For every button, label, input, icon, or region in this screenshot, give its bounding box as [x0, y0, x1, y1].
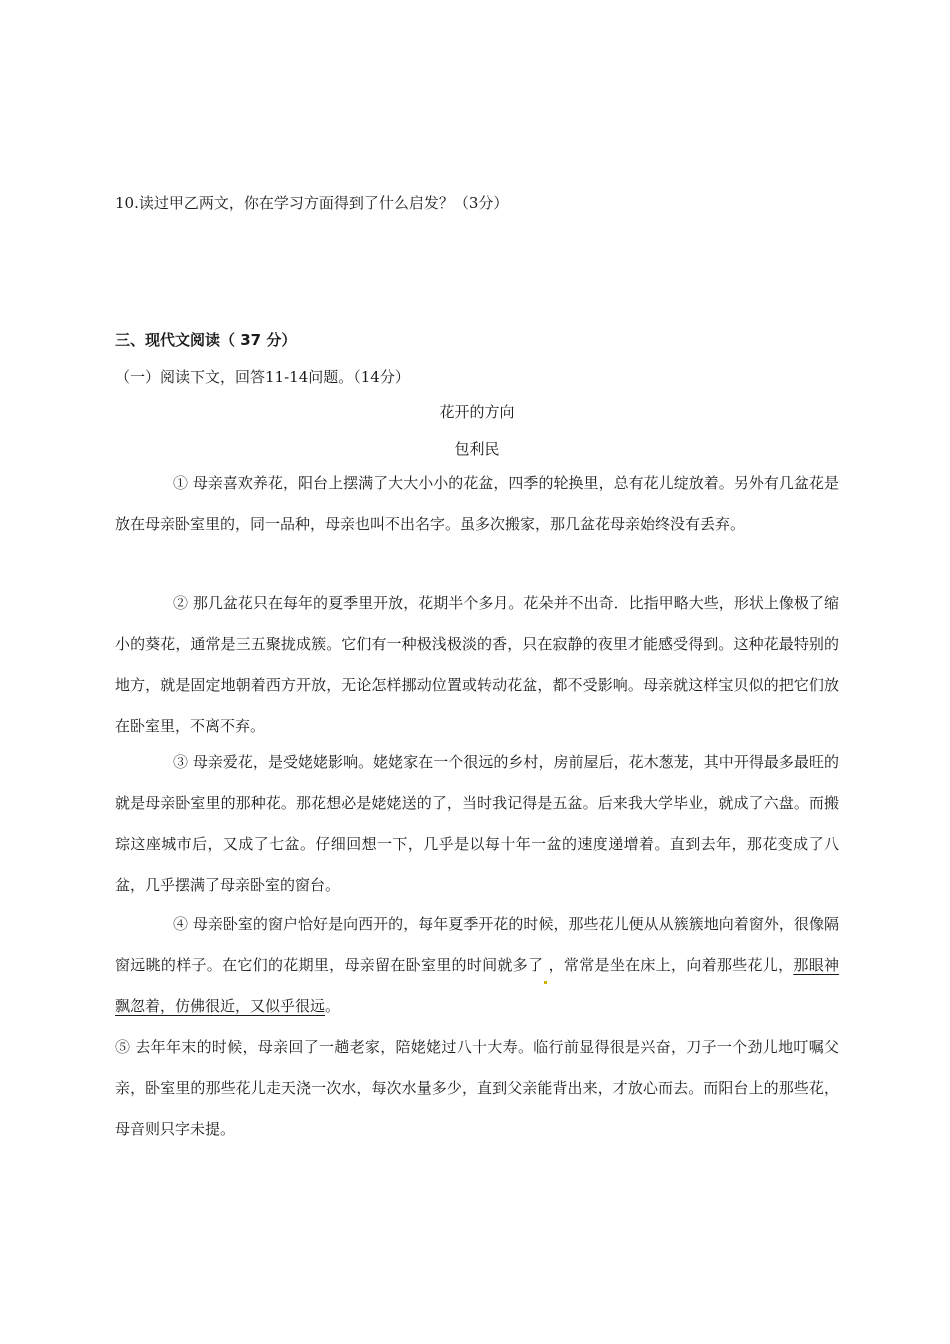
paragraph-3: ③ 母亲爱花，是受姥姥影响。姥姥家在一个很远的乡村，房前屋后，花木葱茏，其中开得最多最旺的就是母亲卧室里的那种花。那花想必是姥姥送的了，当时我记得是五盆。后来我大学毕业，就成了六盘。而搬琮这座城市后，又成了七盆。仔细回想一下，几乎是以每十年一盆的速度递增着。直到去年，那花变成了八盆，几乎摆满了母亲卧室的窗台。 — [115, 753, 839, 894]
sub-heading: （一）阅读下文，回答11-14问题。（14分） — [115, 368, 410, 386]
paragraph-4-end: 。 — [325, 997, 341, 1015]
article-title: 花开的方向 — [439, 403, 515, 421]
paragraph-4-text: ④ 母亲卧室的窗户恰好是向西开的，每年夏季开花的时候，那些花儿便从从簇簇地向着窗外，很像隔窗远眺的样子。在它们的花期里，母亲留在卧室里的时间就多了 — [115, 915, 839, 974]
paragraph-5: ⑤ 去年年末的时候，母亲回了一趟老家，陪姥姥过八十大寿。临行前显得很是兴奋，刀子一个劲儿地叮嘱父亲，卧室里的那些花儿走天浇一次水，每次水量多少，直到父亲能背出来，才放心而去。而阳台上的那些花，母音则只字未提。 — [115, 1038, 839, 1138]
paragraph-1: ① 母亲喜欢养花，阳台上摆满了大大小小的花盆，四季的轮换里，总有花儿绽放着。另外有几盆花是放在母亲卧室里的，同一品种，母亲也叫不出名字。虽多次搬家，那几盆花母亲始终没有丢弃。 — [115, 474, 839, 533]
section-heading: 三、现代文阅读（ 37 分） — [115, 331, 297, 349]
paragraph-4-text-middle: ，常常是坐在床上，向着那些花儿， — [548, 956, 794, 974]
article-author: 包利民 — [454, 440, 500, 458]
paragraph-2: ② 那几盆花只在每年的夏季里开放，花期半个多月。花朵并不出奇．比指甲略大些，形状上像极了缩小的葵花，通常是三五聚拢成簇。它们有一种极浅极淡的香，只在寂静的夜里才能感受得到。这种花最特别的地方，就是固定地朝着西方开放，无论怎样挪动位置或转动花盆，都不受影响。母亲就这样宝贝似的把它们放在卧室里，不离不弃。 — [115, 594, 839, 735]
underlined-phrase: 那眼神飘忽着，仿佛很近，又似乎很远 — [115, 956, 839, 1015]
highlight-mark — [544, 981, 547, 984]
question-10: 10.读过甲乙两文，你在学习方面得到了什么启发？（3分） — [115, 194, 509, 212]
paragraph-4 — [115, 904, 839, 1027]
